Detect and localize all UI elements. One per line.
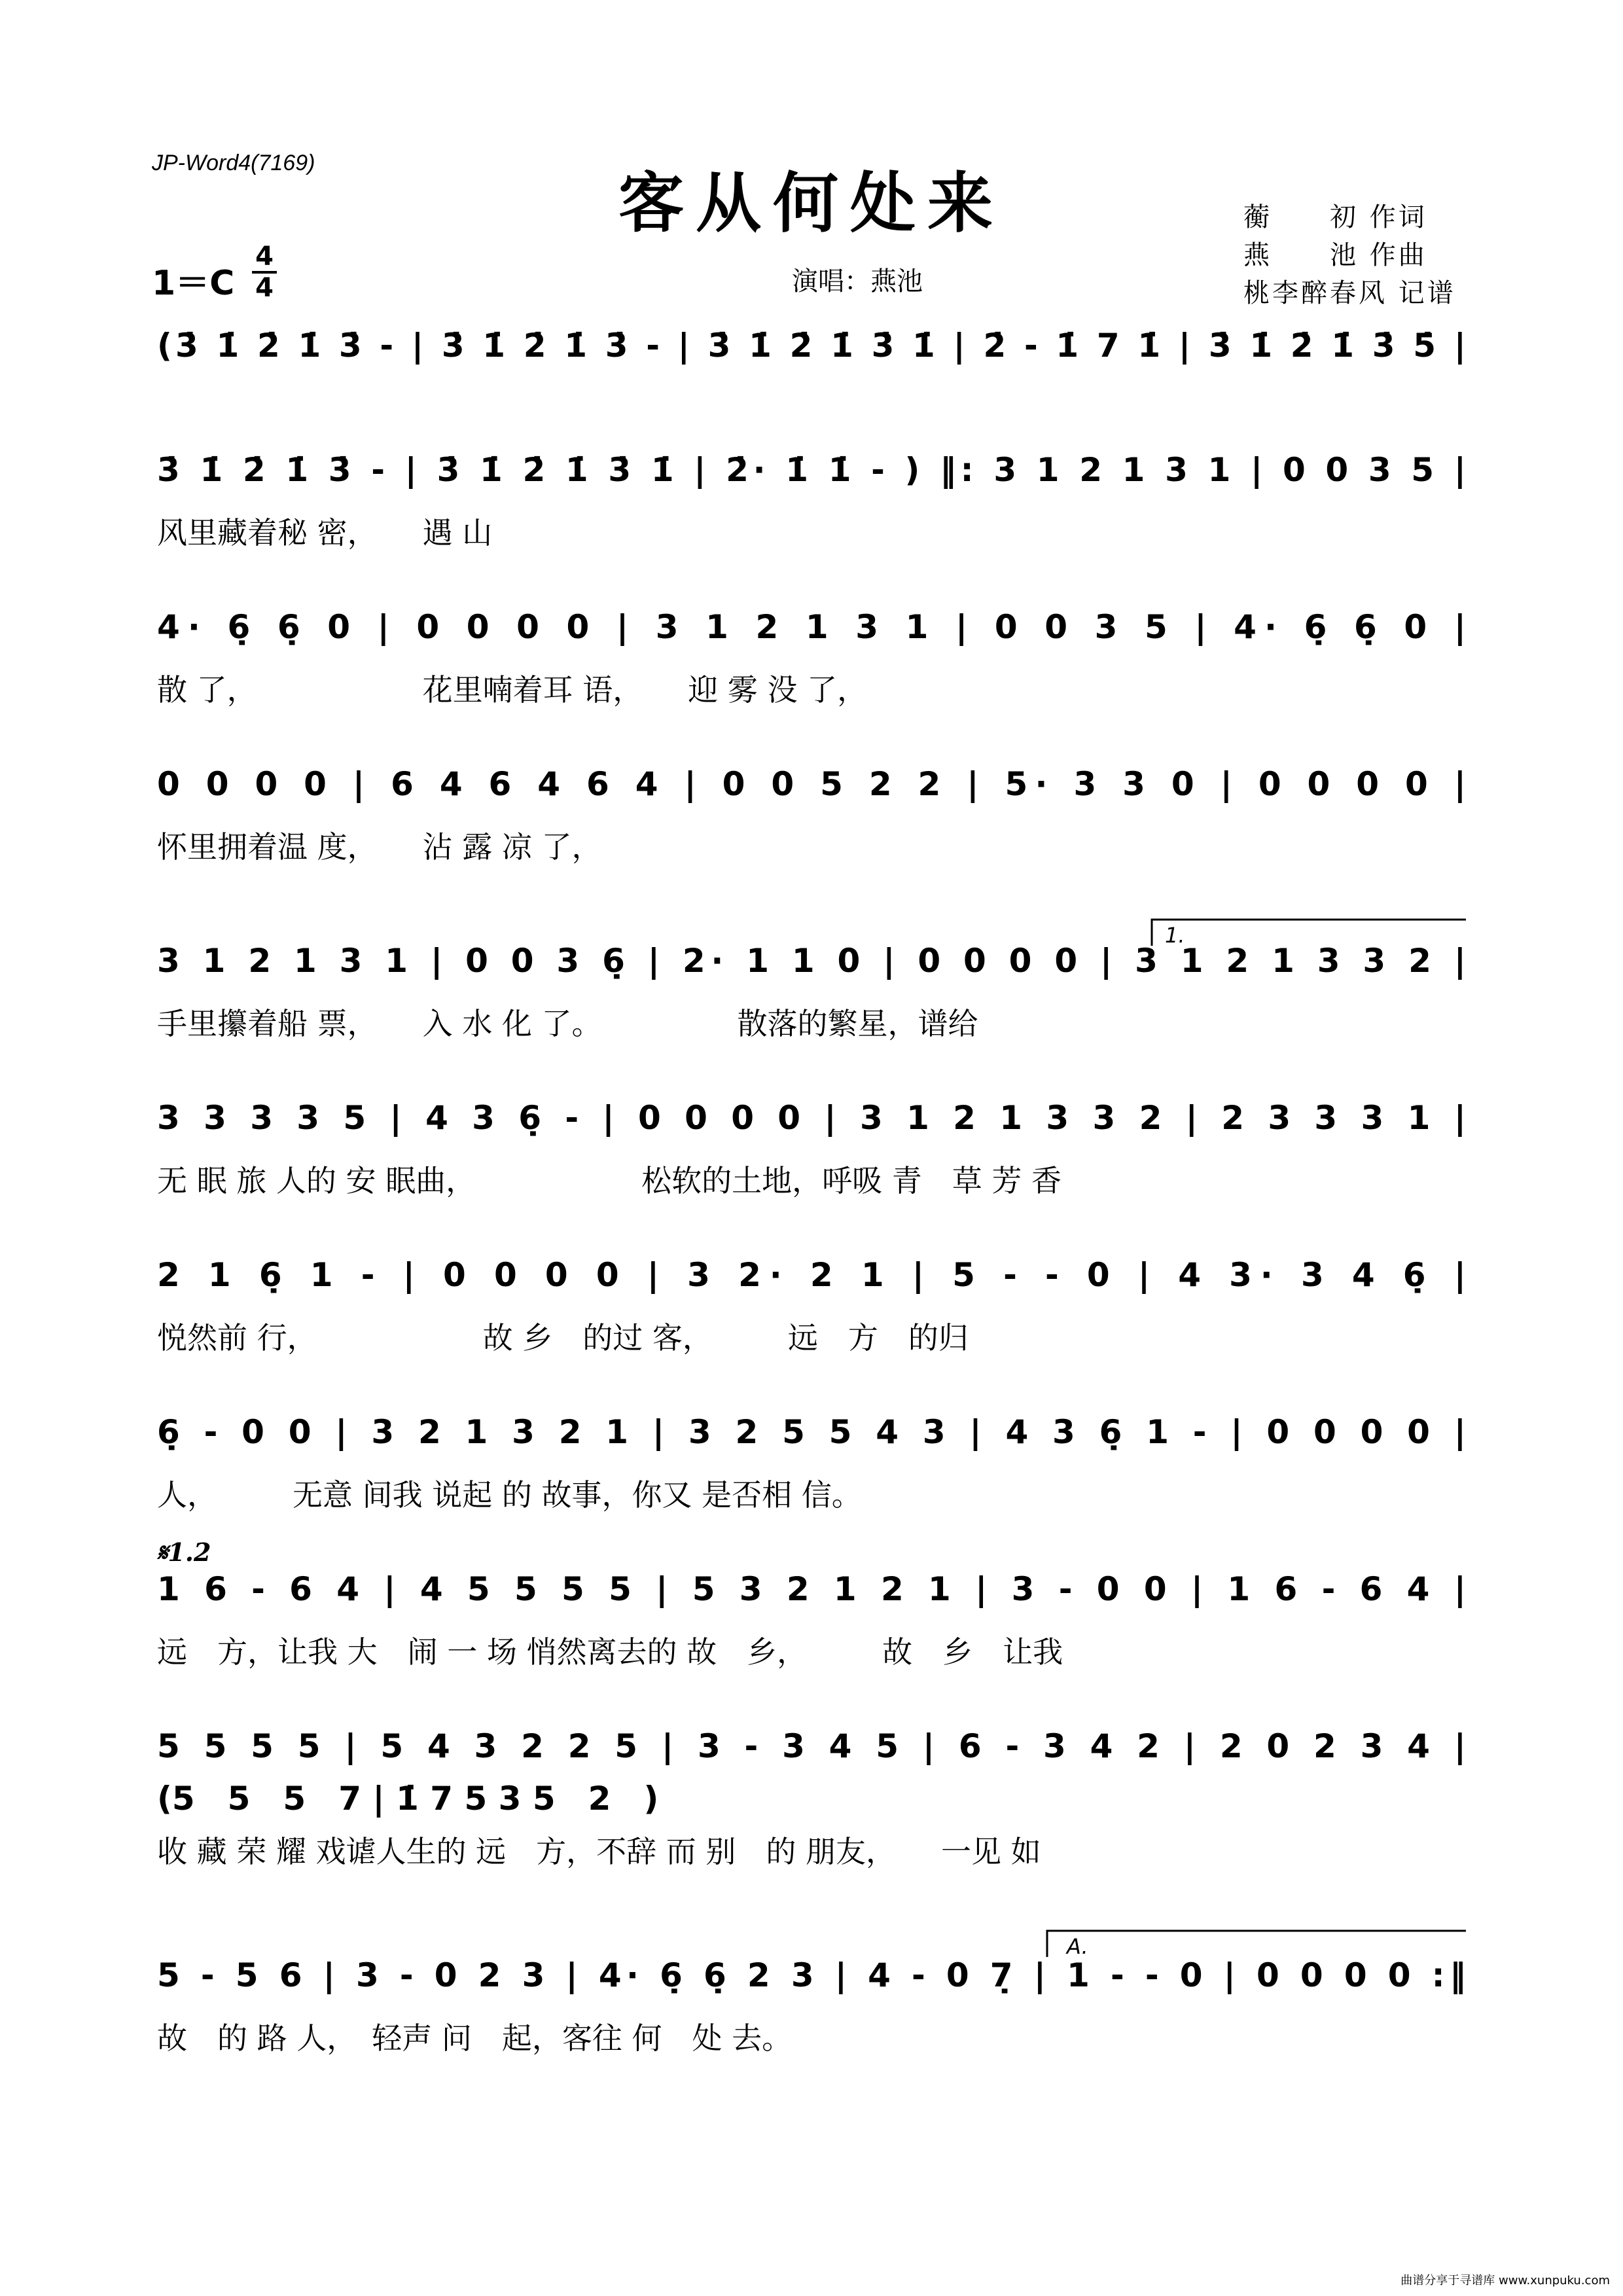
meter-bottom: 4 <box>255 273 274 303</box>
lyric-row: 人， 无意 间我 说起 的 故事，你又 是否相 信。 <box>157 1477 862 1513</box>
notation-row: 5 - 5 6 | 3 - 0 2 3 | 4· 6̣ 6̣ 2 3 | 4 - 0 7̣ | 1 - - 0 | 0 0 0 0 :‖ <box>157 1956 1466 1994</box>
lyric-row: 手里攥着船 票， 入 水 化 了。 散落的繁星，谱给 <box>157 1006 978 1041</box>
meter-top: 4 <box>255 242 274 272</box>
footer-watermark: 曲谱分享于寻谱库 www.xunpuku.com <box>1400 2274 1610 2287</box>
lyric-row: 远 方，让我 大 闹 一 场 悄然离去的 故 乡， 故 乡 让我 <box>157 1634 1063 1670</box>
composer-credit: 燕 池 作曲 <box>1243 240 1427 270</box>
notation-row: 3̇ 1̇ 2̇ 1̇ 3̇ - | 3̇ 1̇ 2̇ 1̇ 3̇ 1̇ | 2̇· 1̇ 1̇ - ) ‖: 3 1 2 1 3 1 | 0 0 3 5 | <box>157 451 1466 489</box>
notation-row: 1 6 - 6 4 | 4 5 5 5 5 | 5 3 2 1 2 1 | 3 - 0 0 | 1 6 - 6 4 | <box>157 1570 1466 1608</box>
lyric-row: 怀里拥着温 度， 沾 露 凉 了， <box>157 829 602 865</box>
notation-row: 4· 6̣ 6̣ 0 | 0 0 0 0 | 3 1 2 1 3 1 | 0 0 3 5 | 4· 6̣ 6̣ 0 | <box>157 608 1467 646</box>
notation-row: 3 3 3 3 5 | 4 3 6̣ - | 0 0 0 0 | 3 1 2 1 3 3 2 | 2 3 3 3 1 | <box>157 1099 1466 1137</box>
software-label: JP-Word4(7169) <box>152 151 315 175</box>
lyric-row: 风里藏着秘 密， 遇 山 <box>157 515 493 550</box>
notation-row: 3 1 2 1 3 1 | 0 0 3 6̣ | 2· 1 1 0 | 0 0 0 0 | 3 1 2 1 3 3 2 | <box>157 942 1467 980</box>
notation-row: 2 1 6̣ 1 - | 0 0 0 0 | 3 2· 2 1 | 5 - - 0 | 4 3· 3 4 6̣ | <box>157 1256 1466 1294</box>
segno-mark: 𝄋1.2 <box>157 1537 211 1567</box>
notation-row: 6̣ - 0 0 | 3 2 1 3 2 1 | 3 2 5 5 4 3 | 4 3 6̣ 1 - | 0 0 0 0 | <box>157 1413 1466 1451</box>
transcriber-credit: 桃李醉春风 记谱 <box>1243 278 1456 308</box>
alt-notation-row: (5 5 5 7 | 1̇ 7 5 3 5 2 ) <box>157 1780 659 1818</box>
key-signature: 1＝C <box>152 264 235 303</box>
lyricist-credit: 蘅 初 作词 <box>1243 202 1427 232</box>
notation-row: 5 5 5 5 | 5 4 3 2 2 5 | 3 - 3 4 5 | 6 - 3 4 2 | 2 0 2 3 4 | <box>157 1727 1466 1765</box>
notation-row: (3̇ 1̇ 2̇ 1̇ 3̇ - | 3̇ 1̇ 2̇ 1̇ 3̇ - | 3̇ 1̇ 2̇ 1̇ 3̇ 1̇ | 2̇ - 1̇ 7 1̇ | 3̇ 1̇ 2̇ 1̇ 3̇ 5̇ | <box>157 327 1467 365</box>
singer-credit: 演唱：燕池 <box>792 266 923 296</box>
lyric-row: 悦然前 行， 故 乡 的过 客， 远 方 的归 <box>157 1320 969 1355</box>
volta-label: 1. <box>1165 923 1185 948</box>
song-title: 客从何处来 <box>618 164 1005 242</box>
volta-label: A. <box>1067 1934 1088 1959</box>
lyric-row: 收 藏 荣 耀 戏谑人生的 远 方，不辞 而 别 的 朋友， 一见 如 <box>157 1834 1041 1869</box>
lyric-row: 散 了， 花里喃着耳 语， 迎 雾 没 了， <box>157 672 868 708</box>
notation-row: 0 0 0 0 | 6 4 6 4 6 4 | 0 0 5 2 2 | 5· 3 3 0 | 0 0 0 0 | <box>157 765 1467 803</box>
volta-bracket <box>1047 1931 1466 1957</box>
lyric-row: 无 眠 旅 人的 安 眠曲， 松软的土地，呼吸 青 草 芳 香 <box>157 1163 1061 1198</box>
lyric-row: 故 的 路 人， 轻声 问 起，客往 何 处 去。 <box>157 2020 793 2056</box>
